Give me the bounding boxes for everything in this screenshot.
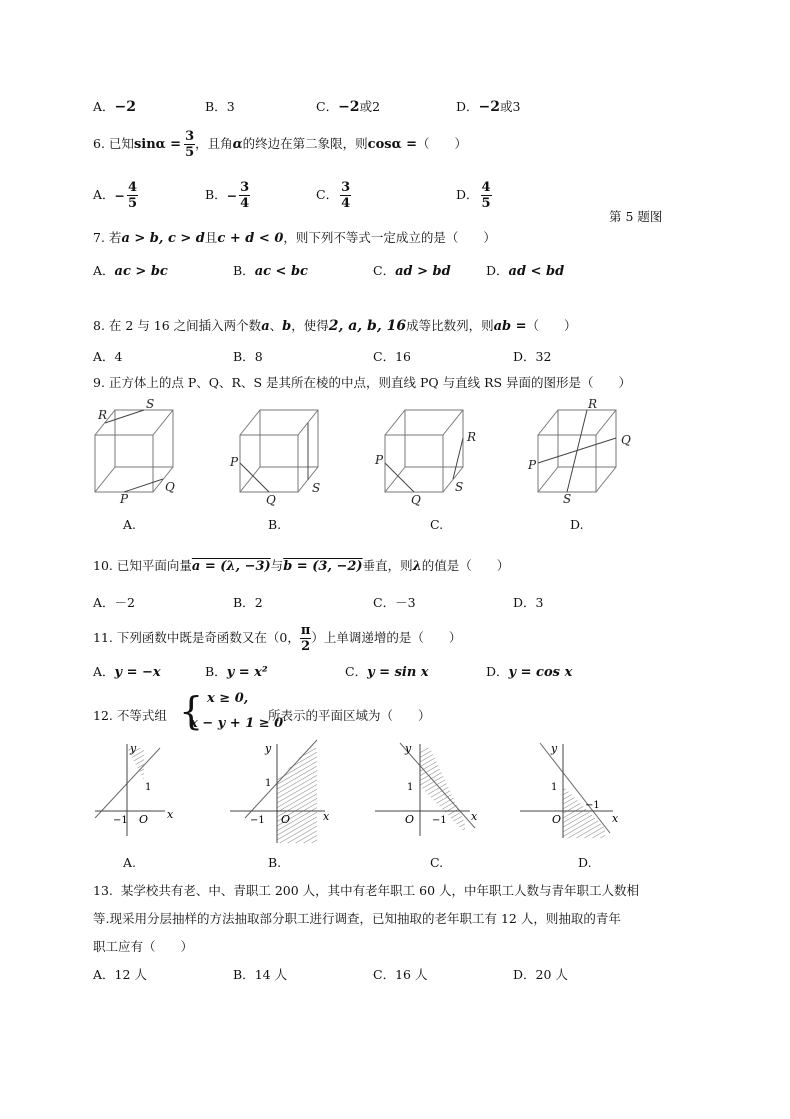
q11-option-d: D．y = cos x — [486, 664, 573, 680]
q6-option-b: B．− $\frac{3}{4}$ — [205, 180, 250, 211]
q6-option-d: D． $\frac{4}{5}$ — [456, 180, 491, 211]
svg-text:O: O — [281, 813, 291, 826]
cube-c — [385, 410, 463, 492]
q9-stem: 9. 正方体上的点 P、Q、R、S 是其所在棱的中点，则直线 PQ 与直线 RS 异面的图形是（ ） — [93, 375, 632, 390]
q13-line-3: 职工应有（ ） — [93, 939, 194, 954]
region-graph-c — [375, 742, 478, 836]
q11-option-b: B．y = x² — [205, 664, 268, 680]
region-graph-d — [520, 742, 619, 838]
q9-cube-figures — [80, 395, 700, 510]
svg-text:1: 1 — [551, 782, 558, 793]
q11-stem: 11. 下列函数中既是奇函数又在（0， $\frac{\pi}{2}$ ）上单调递增的是（ ） — [93, 623, 462, 654]
q12-option-b: B. — [268, 855, 282, 870]
q7-option-a: A．ac > bc — [93, 263, 168, 279]
cube-c-label-p: P — [375, 453, 384, 467]
q8-option-b: B．8 — [233, 349, 263, 364]
q13-option-d: D．20 人 — [513, 967, 568, 982]
q6-option-c: C． $\frac{3}{4}$ — [316, 180, 351, 211]
q13-line-2: 等.现采用分层抽样的方法抽取部分职工进行调查，已知抽取的老年职工有 12 人，则抽取的青年 — [93, 911, 621, 926]
cube-c-label-r: R — [467, 430, 477, 444]
cube-d-label-q: Q — [621, 433, 631, 447]
q9-option-d: D. — [570, 517, 584, 532]
svg-text:O: O — [552, 813, 562, 826]
cube-c-label-s: S — [455, 480, 464, 494]
svg-text:y: y — [130, 742, 137, 755]
q5-option-b: B．3 — [205, 99, 235, 114]
q9-option-a: A. — [123, 517, 137, 532]
cube-a-label-s: S — [146, 397, 155, 411]
svg-text:1: 1 — [265, 778, 272, 789]
q13-option-a: A．12 人 — [93, 967, 147, 982]
svg-text:x: x — [323, 810, 330, 823]
q5-option-a: A．−2 — [93, 99, 137, 115]
q7-option-c: C．ad > bd — [373, 263, 451, 279]
q9-option-c: C. — [430, 517, 444, 532]
svg-text:−1: −1 — [250, 815, 265, 826]
cube-a — [95, 410, 173, 492]
q12-brace: { — [179, 689, 204, 733]
region-graph-a — [95, 742, 174, 836]
q12-ineq-1: x ≥ 0, — [207, 691, 249, 706]
cube-b-label-q: Q — [266, 493, 276, 507]
q10-option-d: D．3 — [513, 595, 544, 610]
q12-option-c: C. — [430, 855, 444, 870]
q10-option-b: B．2 — [233, 595, 263, 610]
cube-b-label-p: P — [230, 455, 239, 469]
cube-d — [538, 410, 616, 492]
svg-text:x: x — [471, 810, 478, 823]
q6-stem: 6. 已知sinα = $\frac{3}{5}$ ，且角α的终边在第二象限，则cosα =（ ） — [93, 129, 468, 160]
svg-text:−1: −1 — [585, 800, 600, 811]
cube-d-label-p: P — [528, 458, 537, 472]
q11-option-a: A．y = −x — [93, 664, 161, 680]
q9-option-b: B. — [268, 517, 282, 532]
q12-text2: 所表示的平面区域为（ ） — [268, 708, 431, 723]
cube-a-label-r: R — [98, 408, 108, 422]
q12-option-a: A. — [123, 855, 137, 870]
cube-b — [240, 410, 318, 492]
q8-option-d: D．32 — [513, 349, 552, 364]
q12-ineq-2: x − y + 1 ≥ 0 — [190, 716, 284, 731]
cube-d-label-r: R — [588, 397, 598, 411]
q13-option-c: C．16 人 — [373, 967, 428, 982]
svg-text:y: y — [265, 742, 272, 755]
figure-5-caption: 第 5 题图 — [609, 209, 663, 224]
cube-d-label-s: S — [563, 492, 572, 506]
svg-text:O: O — [405, 813, 415, 826]
svg-text:y: y — [405, 742, 412, 755]
cube-a-label-p: P — [120, 492, 129, 506]
q12-option-d: D. — [578, 855, 592, 870]
q5-option-c: C．−2或2 — [316, 99, 381, 115]
svg-text:x: x — [167, 808, 174, 821]
q10-option-c: C．－3 — [373, 595, 416, 610]
svg-text:−1: −1 — [432, 815, 447, 826]
q8-option-a: A．4 — [93, 349, 123, 364]
q12-region-graphs — [85, 738, 645, 846]
svg-text:1: 1 — [145, 782, 152, 793]
q6-option-a: A．− $\frac{4}{5}$ — [93, 180, 138, 211]
svg-text:x: x — [612, 812, 619, 825]
cube-a-label-q: Q — [165, 480, 175, 494]
q13-line-1: 13. 某学校共有老、中、青职工 200 人，其中有老年职工 60 人，中年职工人数与青年职工人数相 — [93, 883, 640, 898]
q5-option-d: D．−2或3 — [456, 99, 521, 115]
svg-text:y: y — [551, 742, 558, 755]
q10-stem: 10. 已知平面向量a = (λ, −3)与b = (3, −2)垂直，则λ的值是（ ） — [93, 558, 510, 574]
svg-text:1: 1 — [407, 782, 414, 793]
q7-option-d: D．ad < bd — [486, 263, 565, 279]
q12-number-text: 12. 不等式组 — [93, 708, 167, 723]
region-graph-b — [230, 740, 330, 843]
q10-option-a: A．－2 — [93, 595, 135, 610]
svg-text:O: O — [139, 813, 149, 826]
cube-b-label-s: S — [312, 481, 321, 495]
q7-stem: 7. 若a > b, c > d且c + d < 0，则下列不等式一定成立的是（ ） — [93, 230, 496, 246]
q8-stem: 8. 在 2 与 16 之间插入两个数a、b，使得2, a, b, 16成等比数列，则ab =（ ） — [93, 318, 577, 334]
q7-option-b: B．ac < bc — [233, 263, 308, 279]
svg-text:−1: −1 — [113, 815, 128, 826]
cube-c-label-q: Q — [411, 493, 421, 507]
q8-option-c: C．16 — [373, 349, 411, 364]
q13-option-b: B．14 人 — [233, 967, 288, 982]
q11-option-c: C．y = sin x — [345, 664, 429, 680]
